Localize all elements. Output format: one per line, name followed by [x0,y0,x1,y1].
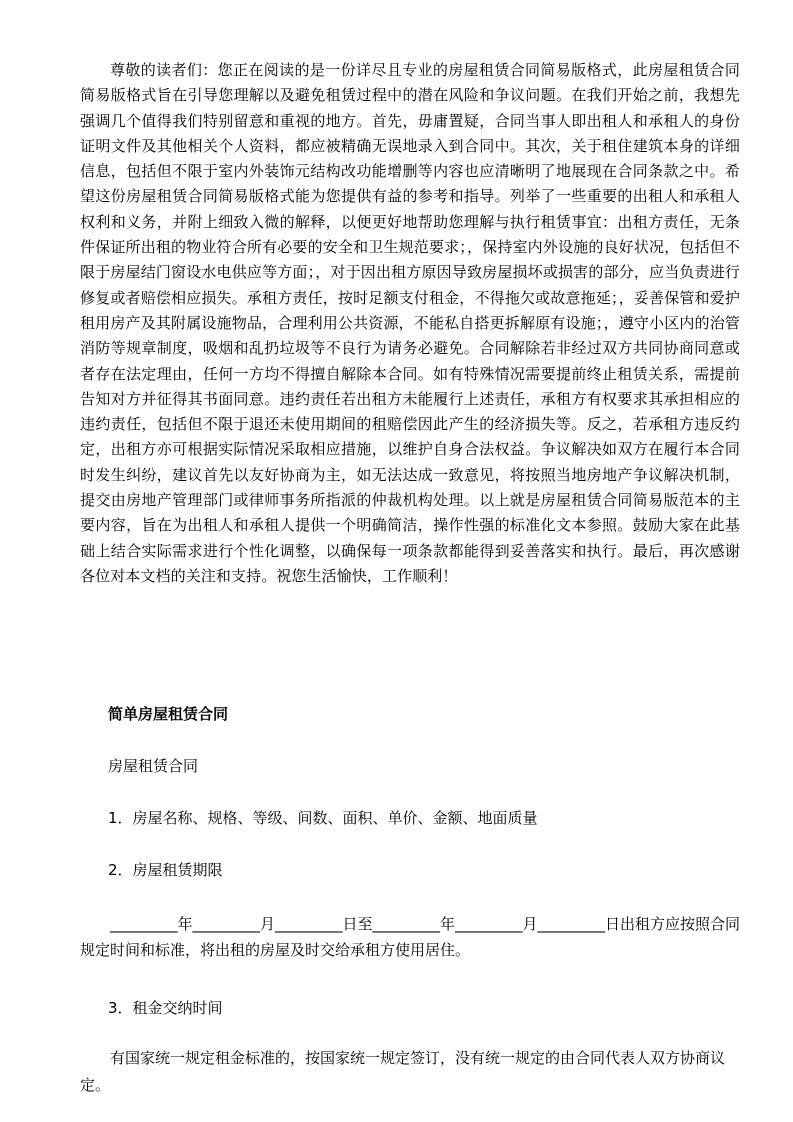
clause-2-heading: 2．房屋租赁期限 [108,861,223,879]
intro-paragraph: 尊敬的读者们：您正在阅读的是一份详尽且专业的房屋租赁合同简易版格式，此房屋租赁合同简易版格式旨在引导您理解以及避免租赁过程中的潜在风险和争议问题。在我们开始之前，我想先强调几个值得我们特别留意和重视的地方。首先，毋庸置疑，合同当事人即出租人和承租人的身份证明文件及其他相关个人资料，都应被精确无误地录入到合同中。其次，关于租住建筑本身的详细信息，包括但不限于室内外装饰元结构改功能增删等内容也应清晰明了地展现在合同条款之中。希望这份房屋租赁合同简易版格式能为您提供有益的参考和指导。列举了一些重要的出租人和承租人权利和义务，并附上细致入微的解释，以便更好地帮助您理解与执行租赁事宜：出租方责任，无条件保证所出租的物业符合所有必要的安全和卫生规范要求；，保持室内外设施的良好状况，包括但不限于房屋结门窗设水电供应等方面；，对于因出租方原因导致房屋损坏或损害的部分，应当负责进行修复或者赔偿相应损失。承租方责任，按时足额支付租金，不得拖欠或故意拖延；，妥善保管和爱护租用房产及其附属设施物品，合理利用公共资源，不能私自搭更拆解原有设施；，遵守小区内的治管消防等规章制度，吸烟和乱扔垃圾等不良行为请务必避免。合同解除若非经过双方共同协商同意或者存在法定理由，任何一方均不得擅自解除本合同。如有特殊情况需要提前终止租赁关系，需提前告知对方并征得其书面同意。违约责任若出租方未能履行上述责任，承租方有权要求其承担相应的违约责任，包括但不限于退还未使用期间的租赔偿因此产生的经济损失等。反之，若承租方违反约定，出租方亦可根据实际情况采取相应措施，以维护自身合法权益。争议解决如双方在履行本合同时发生纠纷，建议首先以友好协商为主，如无法达成一致意见，将按照当地房地产争议解决机制，提交由房地产管理部门或律师事务所指派的仲裁机构处理。以上就是房屋租赁合同简易版范本的主要内容，旨在为出租人和承租人提供一个明确简洁，操作性强的标准化文本参照。鼓励大家在此基础上结合实际需求进行个性化调整，以确保每一项条款都能得到妥善落实和执行。最后，再次感谢各位对本文档的关注和支持。祝您生活愉快，工作顺利！ [80,61,740,585]
contract-subtitle: 房屋租赁合同 [108,757,199,775]
clause-1-heading: 1．房屋名称、规格、等级、间数、面积、单价、金额、地面质量 [108,809,538,827]
rent-paragraph: 有国家统一规定租金标准的，按国家统一规定签订，没有统一规定的由合同代表人双方协商议定。 [80,1049,726,1094]
clause-3-heading: 3．租金交纳时间 [108,999,223,1017]
lease-period-paragraph: _________年_________月_________日至_________年_________月_________日出租方应按照合同规定时间和标准，将出租的房屋及时交给承租方使用居住。 [80,915,741,959]
contract-title: 简单房屋租赁合同 [108,705,229,723]
